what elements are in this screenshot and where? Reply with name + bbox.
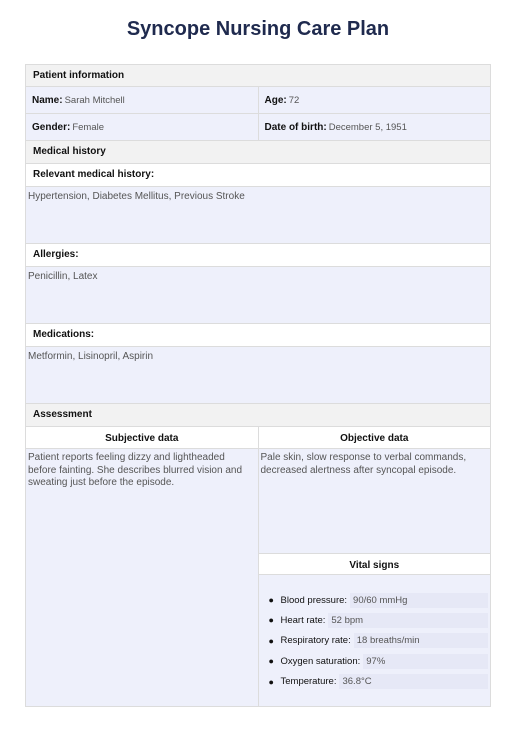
objective-label: Objective data	[259, 427, 491, 449]
objective-column	[258, 427, 491, 706]
dob-label: Date of birth:	[264, 121, 327, 133]
vital-value-field[interactable]: 90/60 mmHg	[350, 593, 488, 608]
assessment-table	[25, 427, 491, 707]
care-plan-form	[25, 64, 491, 707]
relevant-history-field[interactable]: Hypertension, Diabetes Mellitus, Previous Stroke	[25, 187, 491, 244]
objective-field[interactable]: Pale skin, slow response to verbal commands, decreased alertness after syncopal episode.	[259, 449, 491, 553]
subjective-label: Subjective data	[26, 427, 258, 449]
subjective-field[interactable]: Patient reports feeling dizzy and lightheaded before fainting. She describes blurred vision and sweating just before the episode.	[26, 449, 258, 706]
allergies-field[interactable]: Penicillin, Latex	[25, 267, 491, 324]
subjective-column	[26, 427, 258, 706]
name-field[interactable]	[26, 87, 258, 113]
vital-value-field[interactable]: 97%	[363, 654, 488, 669]
vital-label: Oxygen saturation:	[280, 655, 361, 667]
bullet-icon: ●	[268, 656, 274, 667]
page-title: Syncope Nursing Care Plan	[126, 18, 390, 40]
vital-signs-list	[259, 575, 491, 706]
dob-value: December 5, 1951	[328, 121, 407, 133]
medications-label: Medications:	[25, 324, 491, 347]
gender-label: Gender:	[32, 121, 71, 133]
bullet-icon: ●	[268, 615, 274, 626]
section-patient-information: Patient information	[25, 64, 491, 87]
relevant-history-label: Relevant medical history:	[25, 164, 491, 187]
vital-label: Respiratory rate:	[280, 635, 351, 647]
gender-field[interactable]	[26, 114, 258, 140]
vital-value-field[interactable]: 52 bpm	[328, 613, 488, 628]
age-label: Age:	[264, 94, 287, 106]
bullet-icon: ●	[268, 635, 274, 646]
vital-value-field[interactable]: 18 breaths/min	[354, 633, 488, 648]
vital-value-field[interactable]: 36.8°C	[339, 674, 488, 689]
age-field[interactable]	[258, 87, 491, 113]
vital-oxygen-saturation	[269, 652, 491, 670]
vital-label: Temperature:	[280, 676, 337, 688]
name-label: Name:	[32, 94, 63, 106]
age-value: 72	[288, 94, 300, 106]
name-value: Sarah Mitchell	[64, 94, 125, 106]
vital-label: Blood pressure:	[280, 594, 348, 606]
allergies-label: Allergies:	[25, 244, 491, 267]
dob-field[interactable]	[258, 114, 491, 140]
vital-temperature	[269, 673, 491, 691]
vital-respiratory-rate	[269, 632, 491, 650]
vital-label: Heart rate:	[280, 614, 326, 626]
section-assessment: Assessment	[25, 404, 491, 427]
patient-row-2	[25, 114, 491, 141]
vital-signs-label: Vital signs	[259, 553, 491, 575]
gender-value: Female	[72, 121, 105, 133]
section-medical-history: Medical history	[25, 141, 491, 164]
bullet-icon: ●	[268, 676, 274, 687]
vital-blood-pressure	[269, 591, 491, 609]
bullet-icon: ●	[268, 595, 274, 605]
patient-row-1	[25, 87, 491, 114]
vital-heart-rate	[269, 611, 491, 629]
medications-field[interactable]: Metformin, Lisinopril, Aspirin	[25, 347, 491, 404]
